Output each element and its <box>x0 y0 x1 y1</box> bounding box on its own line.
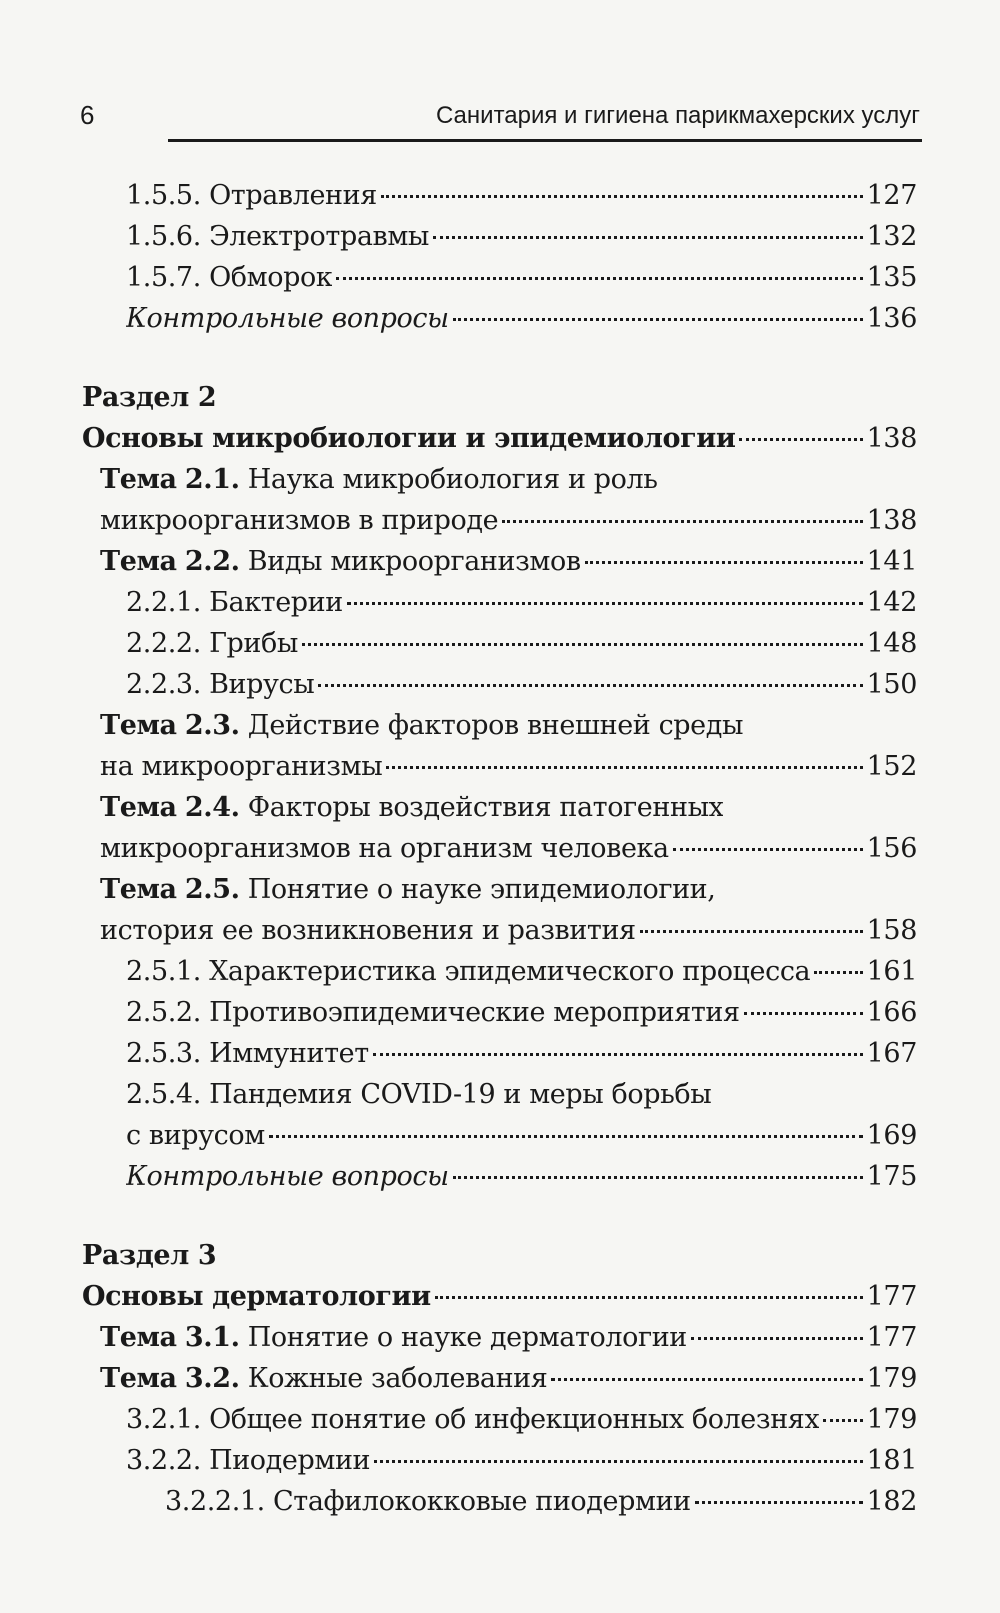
topic-prefix: Тема <box>100 464 177 495</box>
toc-entry-text: Контрольные вопросы <box>126 303 449 334</box>
dot-leader <box>435 1296 863 1299</box>
toc-entry-page: 179 <box>866 1363 917 1394</box>
toc-topic-2-2[interactable] <box>0 541 1000 582</box>
toc-entry-page: 161 <box>866 956 917 987</box>
toc-entry-page: 175 <box>866 1161 917 1192</box>
toc-entry-2-5-2[interactable] <box>0 992 1000 1033</box>
toc-entry-2-2-2[interactable] <box>0 623 1000 664</box>
toc-entry-text: 1.5.5. Отравления <box>126 180 377 211</box>
toc-entry-page: 177 <box>866 1322 917 1353</box>
topic-number: 3.1. <box>184 1322 240 1353</box>
toc-entry-page: 152 <box>866 751 917 782</box>
toc-topic-2-3-cont[interactable] <box>0 746 1000 787</box>
toc-topic-2-5-cont[interactable] <box>0 910 1000 951</box>
toc-topic-3-1[interactable] <box>0 1317 1000 1358</box>
toc-entry-text: Виды микроорганизмов <box>247 546 581 577</box>
toc-entry-page: 132 <box>866 221 917 252</box>
toc-entry-text: микроорганизмов на организм человека <box>100 833 669 864</box>
toc-entry-1-5-6[interactable] <box>0 216 1000 257</box>
dot-leader <box>302 643 863 646</box>
dot-leader <box>695 1501 863 1504</box>
toc-entry-3-2-2-1[interactable] <box>0 1481 1000 1522</box>
dot-leader <box>433 236 863 239</box>
dot-leader <box>585 561 863 564</box>
toc-entry-page: 142 <box>866 587 917 618</box>
toc-section-2-title[interactable] <box>0 418 1000 459</box>
dot-leader <box>347 602 863 605</box>
toc-entry-text: 3.2.2. Пиодермии <box>126 1445 371 1476</box>
toc-entry-page: 181 <box>866 1445 917 1476</box>
topic-prefix: Тема <box>100 874 177 905</box>
toc-entry-page: 136 <box>866 303 917 334</box>
topic-number: 2.3. <box>184 710 240 741</box>
toc-entry-text: Понятие о науке дерматологии <box>247 1322 687 1353</box>
toc-entry-text: Кожные заболевания <box>247 1363 548 1394</box>
toc-entry-text: Основы микробиологии и эпидемиологии <box>82 423 736 454</box>
toc-entry-text: Наука микробиология и роль <box>247 464 658 495</box>
topic-prefix: Тема <box>100 792 177 823</box>
toc-entry-text: на микроорганизмы <box>100 751 383 782</box>
toc-entry-page: 138 <box>866 423 917 454</box>
toc-entry-text: 2.5.1. Характеристика эпидемического процесса <box>126 956 811 987</box>
toc-entry-page: 169 <box>866 1120 917 1151</box>
toc-entry-text: 2.2.2. Грибы <box>126 628 298 659</box>
dot-leader <box>453 1176 863 1179</box>
toc-entry-2-5-3[interactable] <box>0 1033 1000 1074</box>
toc-entry-text: 2.2.1. Бактерии <box>126 587 343 618</box>
dot-leader <box>739 438 862 441</box>
dot-leader <box>814 971 862 974</box>
toc-entry-text: Контрольные вопросы <box>126 1161 449 1192</box>
dot-leader <box>673 848 863 851</box>
toc-topic-2-4-cont[interactable] <box>0 828 1000 869</box>
dot-leader <box>381 195 863 198</box>
dot-leader <box>823 1419 862 1422</box>
dot-leader <box>551 1378 862 1381</box>
toc-topic-2-3[interactable] <box>0 705 1000 746</box>
toc-entry-page: 148 <box>866 628 917 659</box>
header-rule <box>168 139 922 142</box>
section-gap <box>0 1197 1000 1235</box>
section-3-label: Раздел 3 <box>82 1240 217 1271</box>
toc-entry-text: Понятие о науке эпидемиологии, <box>247 874 716 905</box>
toc-topic-2-1[interactable] <box>0 459 1000 500</box>
topic-prefix: Тема <box>100 546 177 577</box>
toc-entry-text: 2.5.4. Пандемия COVID-19 и меры борьбы <box>126 1079 712 1110</box>
dot-leader <box>269 1135 863 1138</box>
toc-entry-text: Действие факторов внешней среды <box>247 710 744 741</box>
page-number: 6 <box>80 100 95 130</box>
topic-number: 3.2. <box>184 1363 240 1394</box>
dot-leader <box>744 1012 863 1015</box>
toc-entry-text: с вирусом <box>126 1120 265 1151</box>
toc-topic-2-1-cont[interactable] <box>0 500 1000 541</box>
toc-entry-2-2-1[interactable] <box>0 582 1000 623</box>
dot-leader <box>453 318 863 321</box>
toc-entry-text: 1.5.7. Обморок <box>126 262 333 293</box>
toc-topic-2-5[interactable] <box>0 869 1000 910</box>
toc-entry-page: 177 <box>866 1281 917 1312</box>
dot-leader <box>502 520 863 523</box>
toc-entry-text: история ее возникновения и развития <box>100 915 636 946</box>
toc-section-3-title[interactable] <box>0 1276 1000 1317</box>
toc-entry-3-2-2[interactable] <box>0 1440 1000 1481</box>
running-title: Санитария и гигиена парикмахерских услуг <box>435 102 920 129</box>
topic-number: 2.4. <box>184 792 240 823</box>
toc-entry-page: 179 <box>866 1404 917 1435</box>
toc-entry-2-5-4[interactable] <box>0 1074 1000 1115</box>
toc-entry-text: 2.5.2. Противоэпидемические мероприятия <box>126 997 740 1028</box>
dot-leader <box>386 766 862 769</box>
toc-entry-page: 156 <box>866 833 917 864</box>
toc-entry-1-5-7[interactable] <box>0 257 1000 298</box>
topic-number: 2.1. <box>184 464 240 495</box>
toc-entry-text: Основы дерматологии <box>82 1281 431 1312</box>
toc-entry-3-2-1[interactable] <box>0 1399 1000 1440</box>
topic-number: 2.5. <box>184 874 240 905</box>
section-2-label: Раздел 2 <box>82 382 217 413</box>
toc-entry-page: 135 <box>866 262 917 293</box>
dot-leader <box>374 1460 863 1463</box>
dot-leader <box>373 1053 863 1056</box>
section-gap <box>0 339 1000 377</box>
toc-topic-2-4[interactable] <box>0 787 1000 828</box>
page-header <box>0 0 1000 150</box>
topic-prefix: Тема <box>100 1363 177 1394</box>
toc-entry-page: 141 <box>866 546 917 577</box>
toc-entry-page: 138 <box>866 505 917 536</box>
toc-entry-text: микроорганизмов в природе <box>100 505 499 536</box>
toc-entry-page: 127 <box>866 180 917 211</box>
dot-leader <box>318 684 862 687</box>
toc-entry-1-5-5[interactable] <box>0 175 1000 216</box>
toc-topic-3-2[interactable] <box>0 1358 1000 1399</box>
toc-entry-questions-2[interactable] <box>0 1156 1000 1197</box>
topic-number: 2.2. <box>184 546 240 577</box>
toc-entry-text: Факторы воздействия патогенных <box>247 792 724 823</box>
topic-prefix: Тема <box>100 1322 177 1353</box>
toc-entry-questions-1[interactable] <box>0 298 1000 339</box>
dot-leader <box>691 1337 863 1340</box>
toc-entry-text: 1.5.6. Электротравмы <box>126 221 430 252</box>
toc-entry-page: 150 <box>866 669 917 700</box>
toc-entry-page: 166 <box>866 997 917 1028</box>
toc-entry-text: 2.2.3. Вирусы <box>126 669 315 700</box>
toc-entry-2-2-3[interactable] <box>0 664 1000 705</box>
dot-leader <box>336 277 862 280</box>
toc-entry-2-5-4-cont[interactable] <box>0 1115 1000 1156</box>
toc-entry-page: 158 <box>866 915 917 946</box>
toc-entry-text: 3.2.2.1. Стафилококковые пиодермии <box>165 1486 691 1517</box>
toc-entry-page: 182 <box>866 1486 917 1517</box>
dot-leader <box>640 930 863 933</box>
toc-entry-page: 167 <box>866 1038 917 1069</box>
table-of-contents <box>0 175 1000 1522</box>
topic-prefix: Тема <box>100 710 177 741</box>
toc-entry-text: 2.5.3. Иммунитет <box>126 1038 369 1069</box>
toc-entry-text: 3.2.1. Общее понятие об инфекционных болезнях <box>126 1404 820 1435</box>
toc-entry-2-5-1[interactable] <box>0 951 1000 992</box>
